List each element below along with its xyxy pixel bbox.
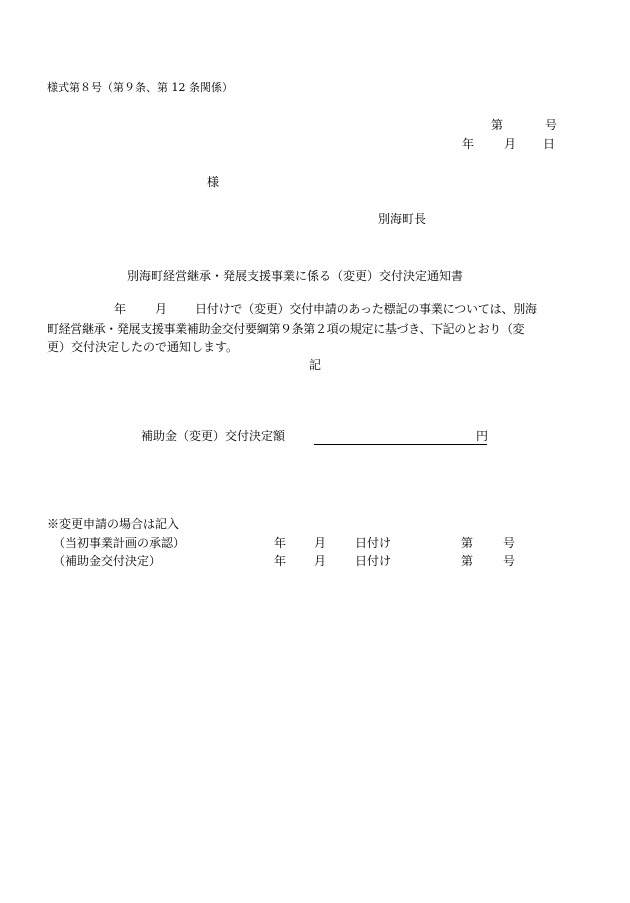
change-note-row [47, 535, 547, 551]
row-year: 年 [274, 554, 287, 568]
amount-underline [314, 444, 487, 445]
document-number-go: 号 [545, 118, 558, 132]
date-day: 日 [543, 137, 556, 151]
row-go: 号 [503, 536, 516, 550]
date-year: 年 [462, 137, 475, 151]
document-title: 別海町経営継承・発展支援事業に係る（変更）交付決定通知書 [127, 269, 464, 283]
body-line-1-text: 日付けで（変更）交付申請のあった標記の事業については、別海 [195, 302, 537, 316]
row-month: 月 [314, 554, 327, 568]
row-dai: 第 [461, 554, 474, 568]
row-go: 号 [503, 554, 516, 568]
body-year: 年 [114, 302, 127, 316]
ki-heading: 記 [309, 358, 322, 372]
amount-unit: 円 [476, 429, 489, 443]
row-month: 月 [314, 536, 327, 550]
row-label: （補助金交付決定） [53, 554, 162, 568]
body-line-3: 更）交付決定したので通知します。 [47, 340, 239, 354]
row-label: （当初事業計画の承認） [53, 536, 186, 550]
document-number-dai: 第 [491, 118, 504, 132]
date-month: 月 [504, 137, 517, 151]
row-dated: 日付け [355, 554, 392, 568]
row-dated: 日付け [355, 536, 392, 550]
body-line-2: 町経営継承・発展支援事業補助金交付要綱第９条第２項の規定に基づき、下記のとおり（変 [47, 322, 525, 336]
row-dai: 第 [461, 536, 474, 550]
change-note-heading: ※変更申請の場合は記入 [47, 517, 180, 531]
issuer-name: 別海町長 [378, 212, 427, 226]
change-note-row [47, 553, 547, 569]
recipient-honorific: 様 [207, 175, 220, 189]
row-year: 年 [274, 536, 287, 550]
body-month: 月 [155, 302, 168, 316]
form-number: 様式第８号（第９条、第 12 条関係） [47, 81, 233, 94]
amount-label: 補助金（変更）交付決定額 [141, 429, 286, 443]
